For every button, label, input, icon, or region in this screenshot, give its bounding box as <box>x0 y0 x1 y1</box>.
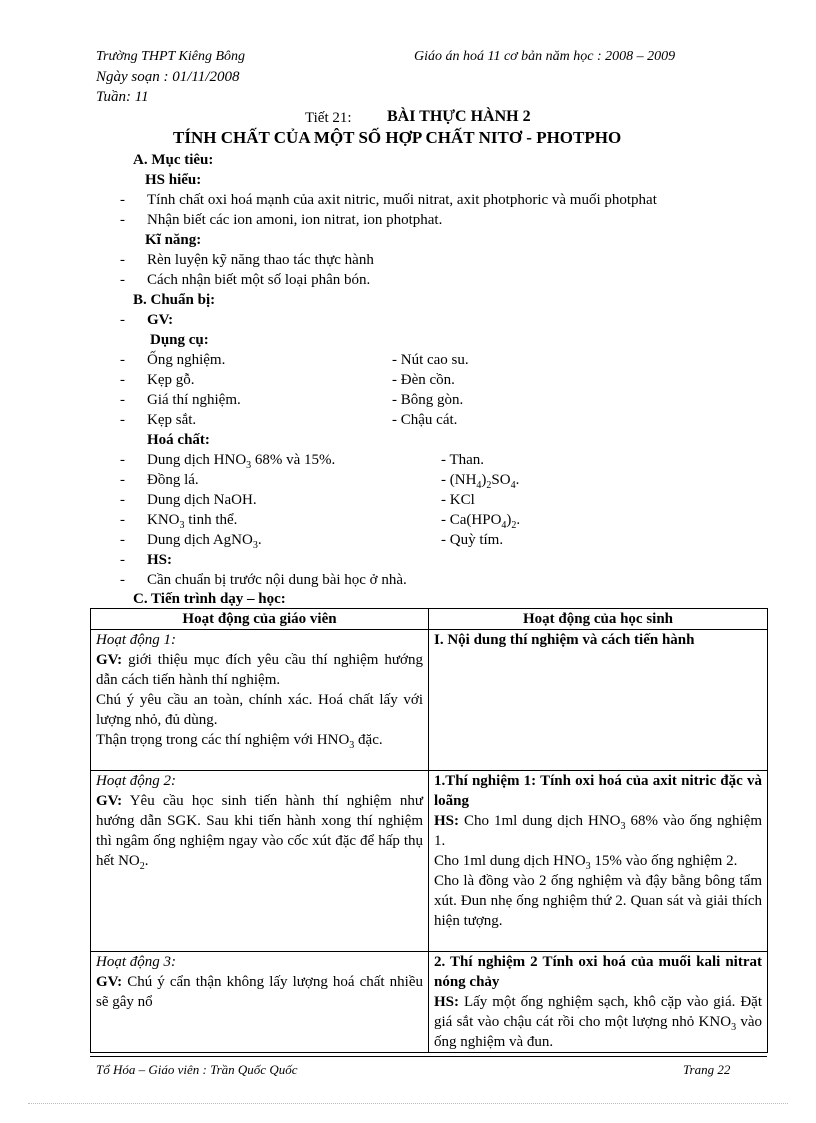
activity-title: Hoạt động 1: <box>96 632 176 648</box>
bullet-dash: - <box>120 552 125 568</box>
chemical-item: - KCl <box>441 492 475 508</box>
dung-cu-item: Giá thí nghiệm. <box>147 392 241 408</box>
teacher-cell: Hoạt động 2: GV: Yêu cầu học sinh tiến hành thí nghiệm như hướng dẫn SGK. Sau khi tiến hành xong thí nghiệm thì ngâm ống nghiệm ngay vào cốc xút đặc để hấp thụ hết $NO_2$. <box>91 771 429 952</box>
section-b-heading: B. Chuẩn bị: <box>133 292 216 308</box>
footer-rule <box>90 1056 767 1057</box>
chemical-item: - $(NH_4)_2SO_4$. <box>441 472 520 491</box>
lesson-title: BÀI THỰC HÀNH 2 <box>387 108 531 125</box>
bullet-dash: - <box>120 572 125 588</box>
col-header-teacher: Hoạt động của giáo viên <box>91 609 429 630</box>
section-a-heading: A. Mục tiêu: <box>133 152 214 168</box>
bullet-dash: - <box>120 272 125 288</box>
chemical-item: $KNO_3$ tinh thể. <box>147 512 238 531</box>
week: Tuần: 11 <box>96 89 149 105</box>
gv-label: GV: <box>96 652 123 668</box>
chemical-item: Dung dịch $HNO_3$ 68% và 15%. <box>147 452 336 471</box>
table-row <box>91 771 768 952</box>
gv-label: GV: <box>96 793 123 809</box>
dung-cu-item: - Nút cao su. <box>392 352 469 368</box>
activity-title: Hoạt động 3: <box>96 954 176 970</box>
student-cell: 2. Thí nghiệm 2 Tính oxi hoá của muối kali nitrat nóng chảy HS: Lấy một ống nghiệm sạch, khô cặp vào giá. Đặt giá sắt vào chậu cát rồi cho một lượng nhỏ $KNO_3$ vào ống nghiệm và đun. <box>429 952 768 1053</box>
school-name: Trường THPT Kiêng Bông <box>96 49 246 64</box>
ki-nang-item: Rèn luyện kỹ năng thao tác thực hành <box>147 252 374 268</box>
table-header-row <box>91 609 768 630</box>
bullet-dash: - <box>120 412 125 428</box>
ki-nang-heading: Kĩ năng: <box>145 232 202 248</box>
teacher-cell: Hoạt động 1: GV: giới thiệu mục đích yêu cầu thí nghiệm hướng dẫn cách tiến hành thí nghiệm. Chú ý yêu cầu an toàn, chính xác. Hoá chất lấy với lượng nhỏ, đủ dùng. Thận trọng trong các thí nghiệm với $HNO_3$ đặc. <box>91 630 429 771</box>
table-row <box>91 630 768 771</box>
bullet-dash: - <box>120 392 125 408</box>
student-cell <box>429 630 768 771</box>
hs-heading: HS: <box>147 552 173 568</box>
note-text: Chú ý yêu cầu an toàn, chính xác. Hoá chất lấy với lượng nhỏ, đủ dùng. <box>96 692 423 728</box>
hieu-item: Tính chất oxi hoá mạnh của axit nitric, muối nitrat, axit photphoric và muối photphat <box>147 192 657 208</box>
page-number: Trang 22 <box>683 1062 731 1077</box>
ki-nang-item: Cách nhận biết một số loại phân bón. <box>147 272 371 288</box>
dung-cu-item: Ống nghiệm. <box>147 352 226 368</box>
bullet-dash: - <box>120 372 125 388</box>
dung-cu-item: Kẹp sắt. <box>147 412 197 428</box>
bullet-dash: - <box>120 352 125 368</box>
gv-heading: GV: <box>147 312 174 328</box>
bullet-dash: - <box>120 492 125 508</box>
hs-hieu-heading: HS hiểu: <box>145 172 202 188</box>
caution-text: Thận trọng trong các thí nghiệm với $HNO_3$ đặc. <box>96 732 383 751</box>
activity-title: Hoạt động 2: <box>96 773 176 789</box>
chemical-item: - Than. <box>441 452 485 468</box>
bullet-dash: - <box>120 512 125 528</box>
header-right: Giáo án hoá 11 cơ bản năm học : 2008 – 2009 <box>414 49 676 64</box>
date-prepared: Ngày soạn : 01/11/2008 <box>96 69 240 85</box>
chemical-item: Dung dịch AgNO$_3$. <box>147 532 262 551</box>
chemical-item: - $Ca(HPO_4)_2$. <box>441 512 521 531</box>
student-section-heading: I. Nội dung thí nghiệm và cách tiến hành <box>434 632 695 648</box>
teacher-cell: Hoạt động 3: GV: Chú ý cẩn thận không lấy lượng hoá chất nhiều sẽ gây nổ <box>91 952 429 1053</box>
gv-label: GV: <box>96 974 123 990</box>
dung-cu-item: - Bông gòn. <box>392 392 464 408</box>
chemical-item: Đồng lá. <box>147 472 199 488</box>
experiment-heading: 2. Thí nghiệm 2 Tính oxi hoá của muối kali nitrat nóng chảy <box>434 954 762 990</box>
bullet-dash: - <box>120 192 125 208</box>
dung-cu-item: - Đèn cồn. <box>392 372 455 388</box>
hs-label: HS: <box>434 994 460 1010</box>
procedure-text: Cho là đồng vào 2 ống nghiệm và đậy bằng bông tẩm xút. Đun nhẹ ống nghiệm thứ 2. Quan sát và giải thích hiện tượng. <box>434 873 762 929</box>
experiment-heading: 1.Thí nghiệm 1: Tính oxi hoá của axit nitric đặc và loãng <box>434 773 762 809</box>
bullet-dash: - <box>120 212 125 228</box>
student-cell: 1.Thí nghiệm 1: Tính oxi hoá của axit nitric đặc và loãng HS: Cho 1ml dung dịch $HNO_3$ 68% vào ống nghiệm 1. Cho 1ml dung dịch $HNO_3$ 15% vào ống nghiệm 2. Cho là đồng vào 2 ống nghiệm và đậy bằng bông tẩm xút. Đun nhẹ ống nghiệm thứ 2. Quan sát và giải thích hiện tượng. <box>429 771 768 952</box>
chemical-item: Dung dịch NaOH. <box>147 492 257 508</box>
hs-prep-item: Cần chuẩn bị trước nội dung bài học ở nhà. <box>147 572 407 588</box>
col-header-student: Hoạt động của học sinh <box>429 609 768 630</box>
bullet-dash: - <box>120 312 125 328</box>
hieu-item: Nhận biết các ion amoni, ion nitrat, ion photphat. <box>147 212 443 228</box>
chemical-item: - Quỳ tím. <box>441 532 504 548</box>
bullet-dash: - <box>120 452 125 468</box>
dung-cu-item: - Chậu cát. <box>392 412 458 428</box>
lesson-period: Tiết 21: <box>305 110 352 126</box>
dung-cu-heading: Dụng cụ: <box>150 332 209 348</box>
page-bottom-divider <box>28 1103 788 1104</box>
table-row <box>91 952 768 1053</box>
lesson-subtitle: TÍNH CHẤT CỦA MỘT SỐ HỢP CHẤT NITƠ - PHOTPHO <box>173 128 622 147</box>
hs-label: HS: <box>434 813 460 829</box>
bullet-dash: - <box>120 472 125 488</box>
dung-cu-item: Kẹp gỗ. <box>147 372 195 388</box>
bullet-dash: - <box>120 252 125 268</box>
section-c-heading: C. Tiến trình dạy – học: <box>133 591 286 607</box>
activity-table <box>90 608 768 1053</box>
hoa-chat-heading: Hoá chất: <box>147 432 210 448</box>
footer-author: Tổ Hóa – Giáo viên : Trần Quốc Quốc <box>96 1062 298 1077</box>
bullet-dash: - <box>120 532 125 548</box>
